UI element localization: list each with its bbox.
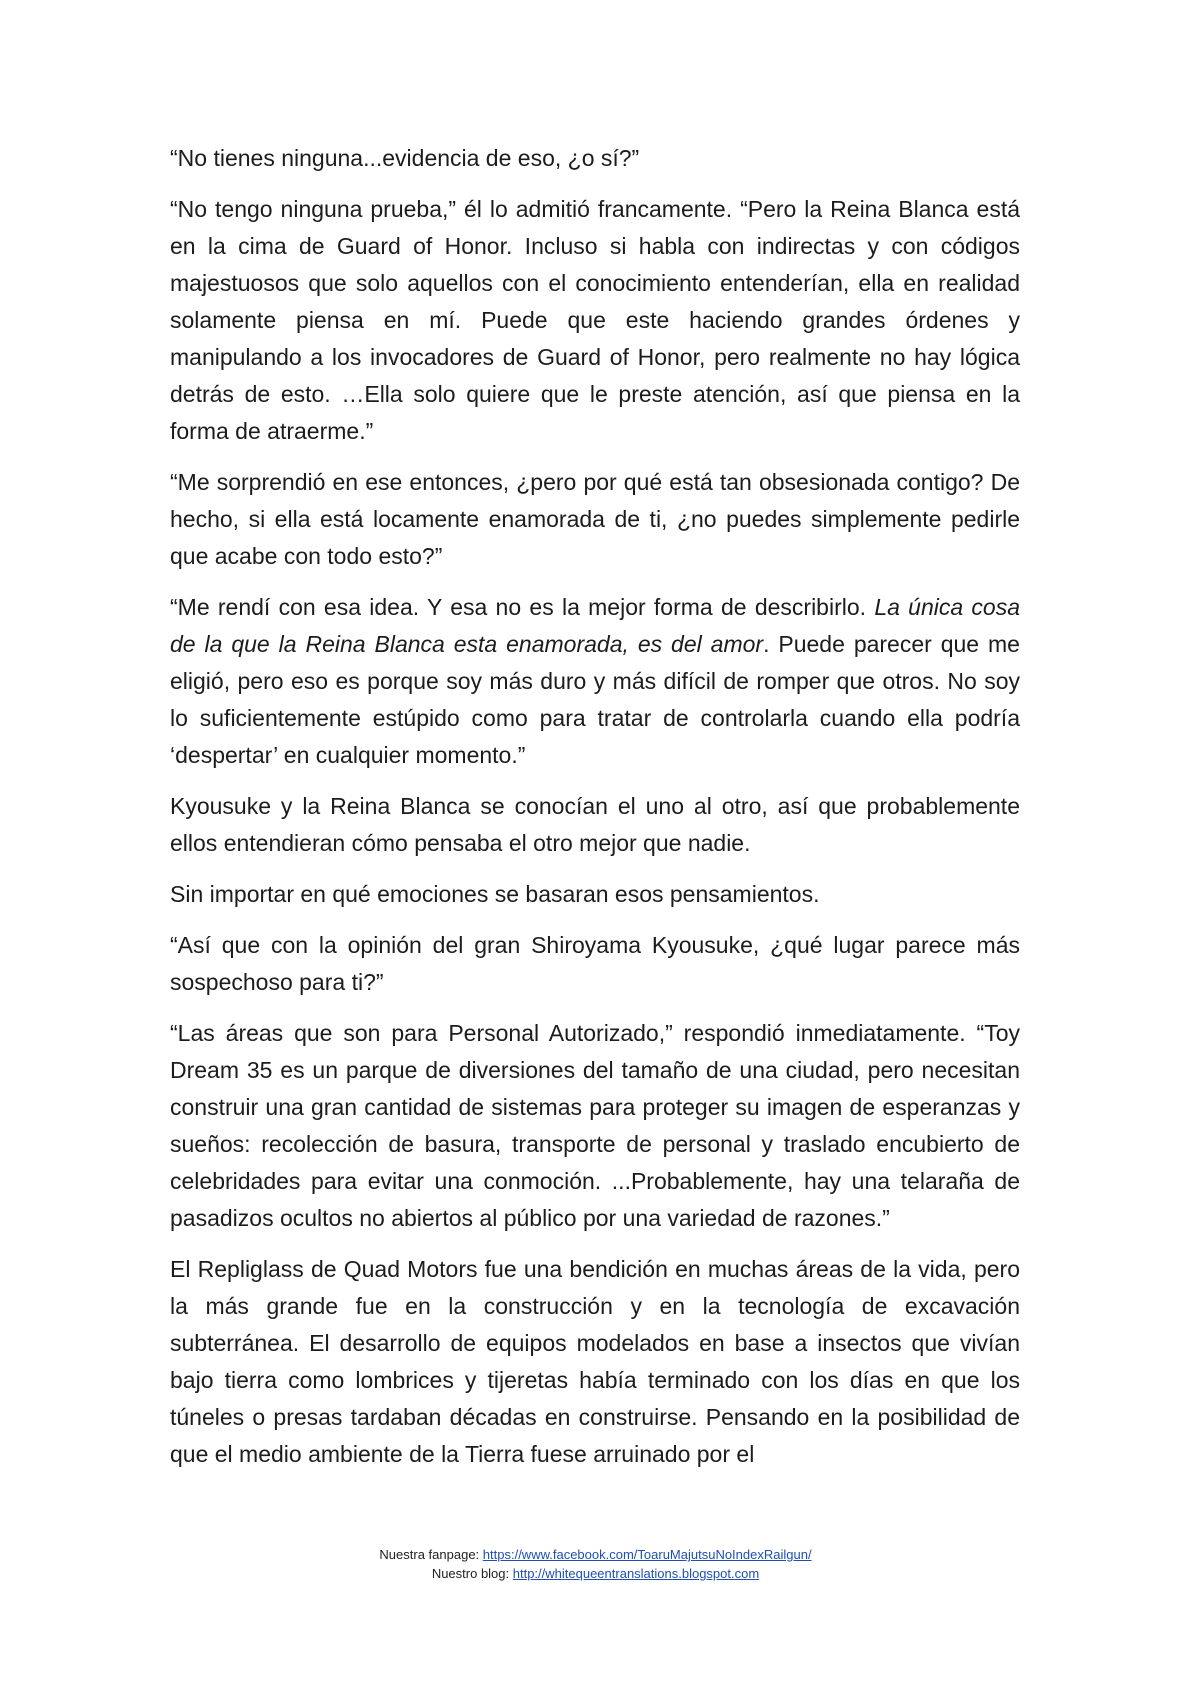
page-body bbox=[170, 140, 1020, 1487]
blog-line bbox=[0, 1564, 1191, 1583]
blog-label: Nuestro blog: bbox=[431, 1566, 513, 1581]
paragraph-8: “Las áreas que son para Personal Autorizado,” respondió inmediatamente. “Toy Dream 35 es un parque de diversiones del tamaño de una ciudad, pero necesitan construir una gran cantidad de sistemas para proteger su imagen de esperanzas y sueños: recolección de basura, transporte de personal y traslado encubierto de celebridades para evitar una conmoción. ...Probablemente, hay una telaraña de pasadizos ocultos no abiertos al público por una variedad de razones.” bbox=[170, 1020, 1020, 1231]
italic-phrase: La única cosa de la que la Reina Blanca esta enamorada, es del amor bbox=[170, 594, 1021, 657]
paragraph-7: “Así que con la opinión del gran Shiroyama Kyousuke, ¿qué lugar parece más sospechoso para ti?” bbox=[170, 932, 1020, 995]
paragraph-4: “Me rendí con esa idea. Y esa no es la mejor forma de describirlo. La única cosa de la que la Reina Blanca esta enamorada, es del amor. Puede parecer que me eligió, pero eso es porque soy más duro y más difícil de romper que otros. No soy lo suficientemente estúpido como para tratar de controlarla cuando ella podría ‘despertar’ en cualquier momento.” bbox=[170, 594, 1021, 768]
fanpage-link[interactable]: https://www.facebook.com/ToaruMajutsuNoIndexRailgun/ bbox=[482, 1547, 812, 1562]
fanpage-label: Nuestra fanpage: bbox=[379, 1547, 483, 1562]
fanpage-line bbox=[0, 1545, 1191, 1564]
paragraph-2: “No tengo ninguna prueba,” él lo admitió francamente. “Pero la Reina Blanca está en la cima de Guard of Honor. Incluso si habla con indirectas y con códigos majestuosos que solo aquellos con el conocimiento entenderían, ella en realidad solamente piensa en mí. Puede que este haciendo grandes órdenes y manipulando a los invocadores de Guard of Honor, pero realmente no hay lógica detrás de esto. …Ella solo quiere que le preste atención, así que piensa en la forma de atraerme.” bbox=[170, 196, 1020, 444]
paragraph-3: “Me sorprendió en ese entonces, ¿pero por qué está tan obsesionada contigo? De hecho, si ella está locamente enamorada de ti, ¿no puedes simplemente pedirle que acabe con todo esto?” bbox=[170, 469, 1020, 569]
paragraph-5: Kyousuke y la Reina Blanca se conocían el uno al otro, así que probablemente ellos entendieran cómo pensaba el otro mejor que nadie. bbox=[170, 793, 1020, 856]
paragraph-6: Sin importar en qué emociones se basaran esos pensamientos. bbox=[170, 881, 820, 907]
paragraph-9: El Repliglass de Quad Motors fue una bendición en muchas áreas de la vida, pero la más grande fue en la construcción y en la tecnología de excavación subterránea. El desarrollo de equipos modelados en base a insectos que vivían bajo tierra como lombrices y tijeretas había terminado con los días en que los túneles o presas tardaban décadas en construirse. Pensando en la posibilidad de que el medio ambiente de la Tierra fuese arruinado por el bbox=[170, 1256, 1020, 1467]
page-footer bbox=[0, 1545, 1191, 1583]
blog-link[interactable]: http://whitequeentranslations.blogspot.com bbox=[512, 1566, 760, 1581]
paragraph-1: “No tienes ninguna...evidencia de eso, ¿o sí?” bbox=[170, 145, 640, 171]
